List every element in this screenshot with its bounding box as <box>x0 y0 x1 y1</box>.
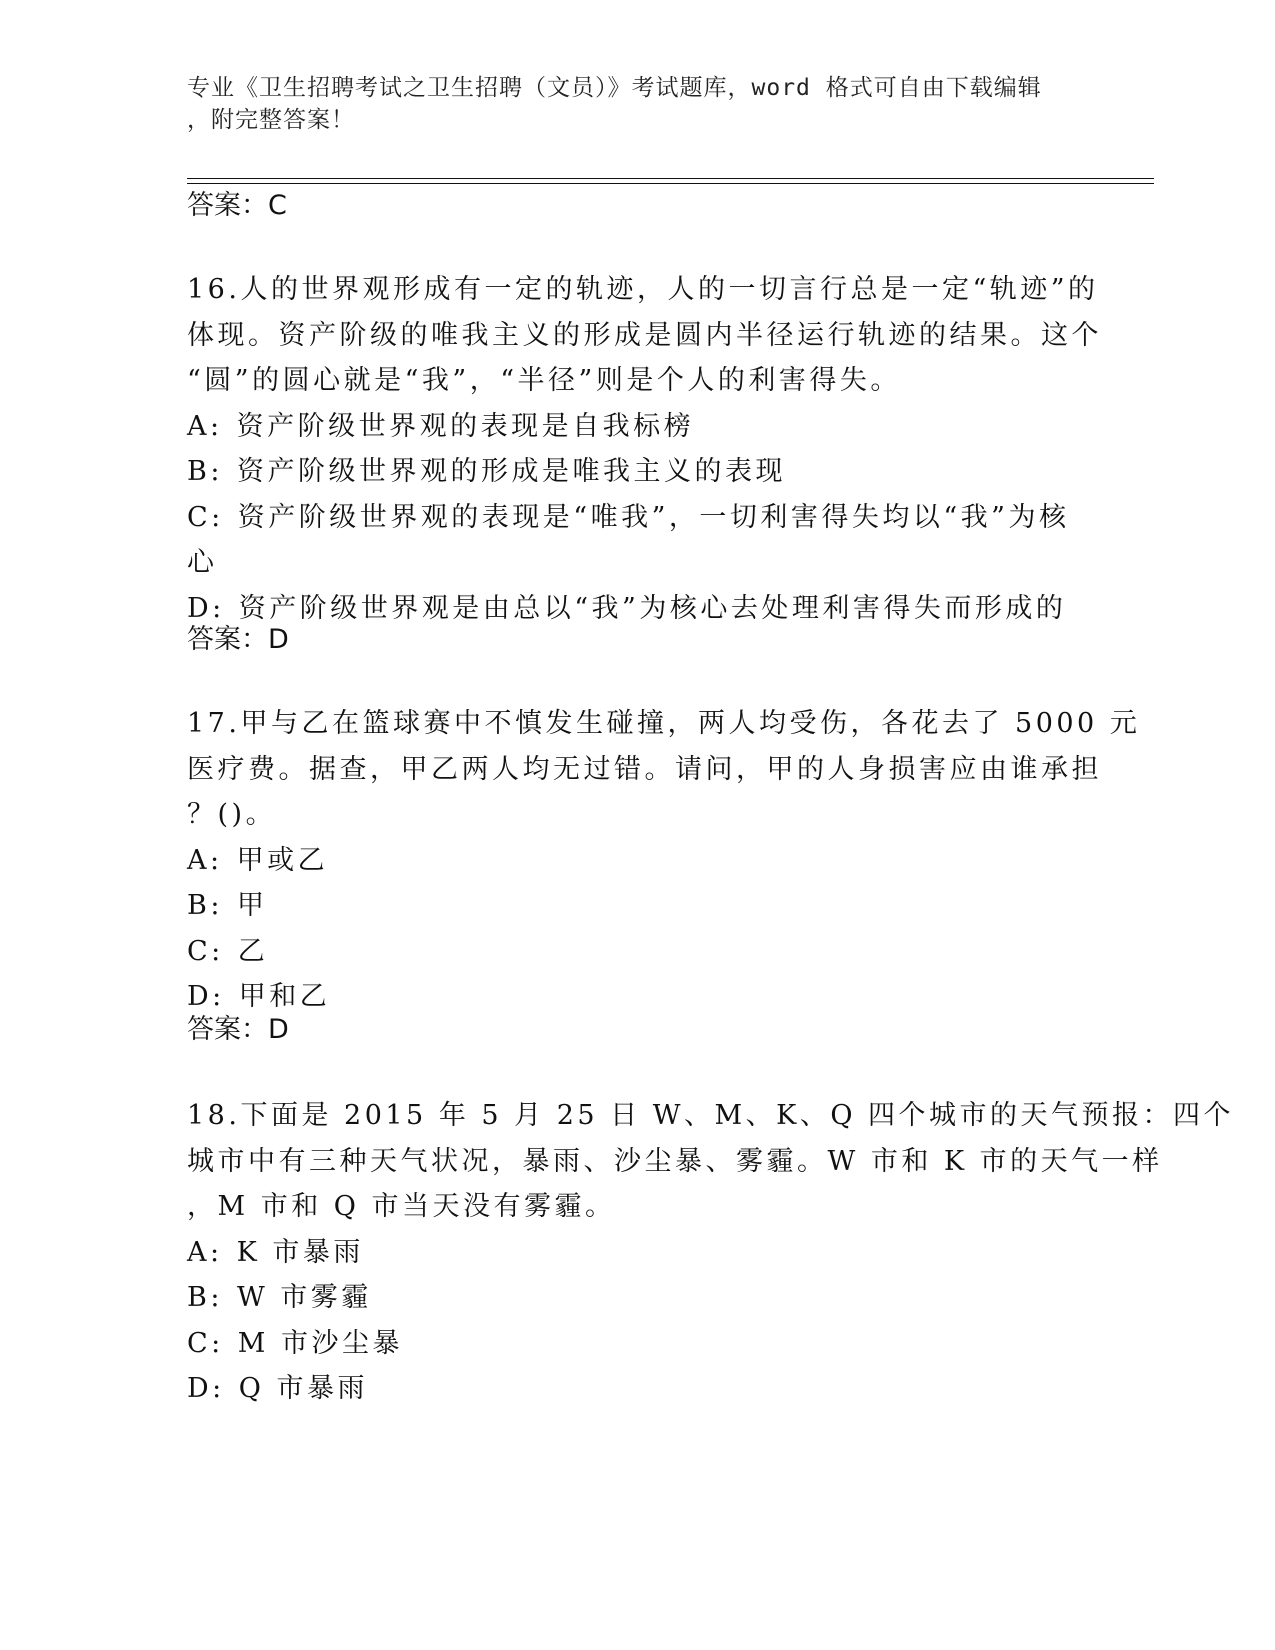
header-line-2: ，附完整答案！ <box>187 107 355 133</box>
option-text: W 市雾霾 <box>236 1282 372 1313</box>
option-letter: B: <box>187 456 223 487</box>
question-stem-line: ，M 市和 Q 市当天没有雾霾。 <box>187 1191 616 1222</box>
answer-previous: 答案：C <box>187 190 287 221</box>
option-c <box>187 495 1087 541</box>
question-stem-line: 城市中有三种天气状况，暴雨、沙尘暴、雾霾。W 市和 K 市的天气一样 <box>187 1145 1163 1177</box>
option-d <box>187 1366 1087 1412</box>
option-text: 甲或乙 <box>236 844 329 876</box>
question-stem-line: “圆”的圆心就是“我”，“半径”则是个人的利害得失。 <box>187 365 901 396</box>
option-text: 资产阶级世界观的表现是自我标榜 <box>236 410 695 442</box>
answer-17: 答案：D <box>187 1014 289 1045</box>
option-b <box>187 449 1087 495</box>
option-text: 乙 <box>237 935 269 967</box>
option-a <box>187 404 1087 450</box>
option-b <box>187 1275 1087 1321</box>
option-letter: A: <box>187 1236 223 1268</box>
option-letter: A: <box>187 410 223 442</box>
question-stem-line: 医疗费。据查，甲乙两人均无过错。请问，甲的人身损害应由谁承担 <box>187 753 1102 785</box>
question-stem-line: 17.甲与乙在篮球赛中不慎发生碰撞，两人均受伤，各花去了 5000 元 <box>187 708 1141 739</box>
option-letter: D: <box>187 981 225 1012</box>
option-letter: D: <box>187 1373 225 1404</box>
question-18 <box>187 1093 1235 1412</box>
option-text: M 市沙尘暴 <box>237 1327 403 1359</box>
option-text: 资产阶级世界观的形成是唯我主义的表现 <box>236 456 786 487</box>
header-rule-bottom <box>187 183 1154 184</box>
option-text: 资产阶级世界观是由总以“我”为核心去处理利害得失而形成的 <box>238 592 1067 624</box>
option-a <box>187 838 1087 884</box>
option-text: 甲 <box>236 890 268 921</box>
option-b <box>187 883 1087 929</box>
option-letter: A: <box>187 844 223 876</box>
option-d <box>187 586 1087 632</box>
option-text: 资产阶级世界观的表现是“唯我”，一切利害得失均以“我”为核 <box>237 501 1070 533</box>
option-letter: B: <box>187 890 223 921</box>
option-letter: C: <box>187 1327 224 1359</box>
question-stem-line: 16.人的世界观形成有一定的轨迹，人的一切言行总是一定“轨迹”的 <box>187 274 1099 305</box>
option-c <box>187 1321 1087 1367</box>
option-text: 甲和乙 <box>238 981 331 1012</box>
option-letter: C: <box>187 501 224 533</box>
question-16 <box>187 267 1102 631</box>
question-stem-line: 体现。资产阶级的唯我主义的形成是圆内半径运行轨迹的结果。这个 <box>187 319 1102 351</box>
option-text: K 市暴雨 <box>236 1236 364 1268</box>
question-17 <box>187 701 1141 1020</box>
option-d <box>187 974 1087 1020</box>
option-letter: B: <box>187 1282 223 1313</box>
question-stem-line: ？()。 <box>187 799 277 830</box>
header-rule-top <box>187 178 1154 179</box>
option-text: Q 市暴雨 <box>238 1373 368 1404</box>
option-text: 心 <box>187 547 218 578</box>
answer-16: 答案：D <box>187 624 289 655</box>
question-stem-line: 18.下面是 2015 年 5 月 25 日 W、M、K、Q 四个城市的天气预报：四个 <box>187 1100 1235 1131</box>
option-letter: C: <box>187 935 224 967</box>
option-a <box>187 1230 1087 1276</box>
header-line-1: 专业《卫生招聘考试之卫生招聘（文员）》考试题库，word 格式可自由下载编辑 <box>187 75 1042 101</box>
option-c <box>187 929 1087 975</box>
document-header <box>187 72 1087 136</box>
option-c-continued <box>187 540 1087 586</box>
option-letter: D: <box>187 592 225 624</box>
